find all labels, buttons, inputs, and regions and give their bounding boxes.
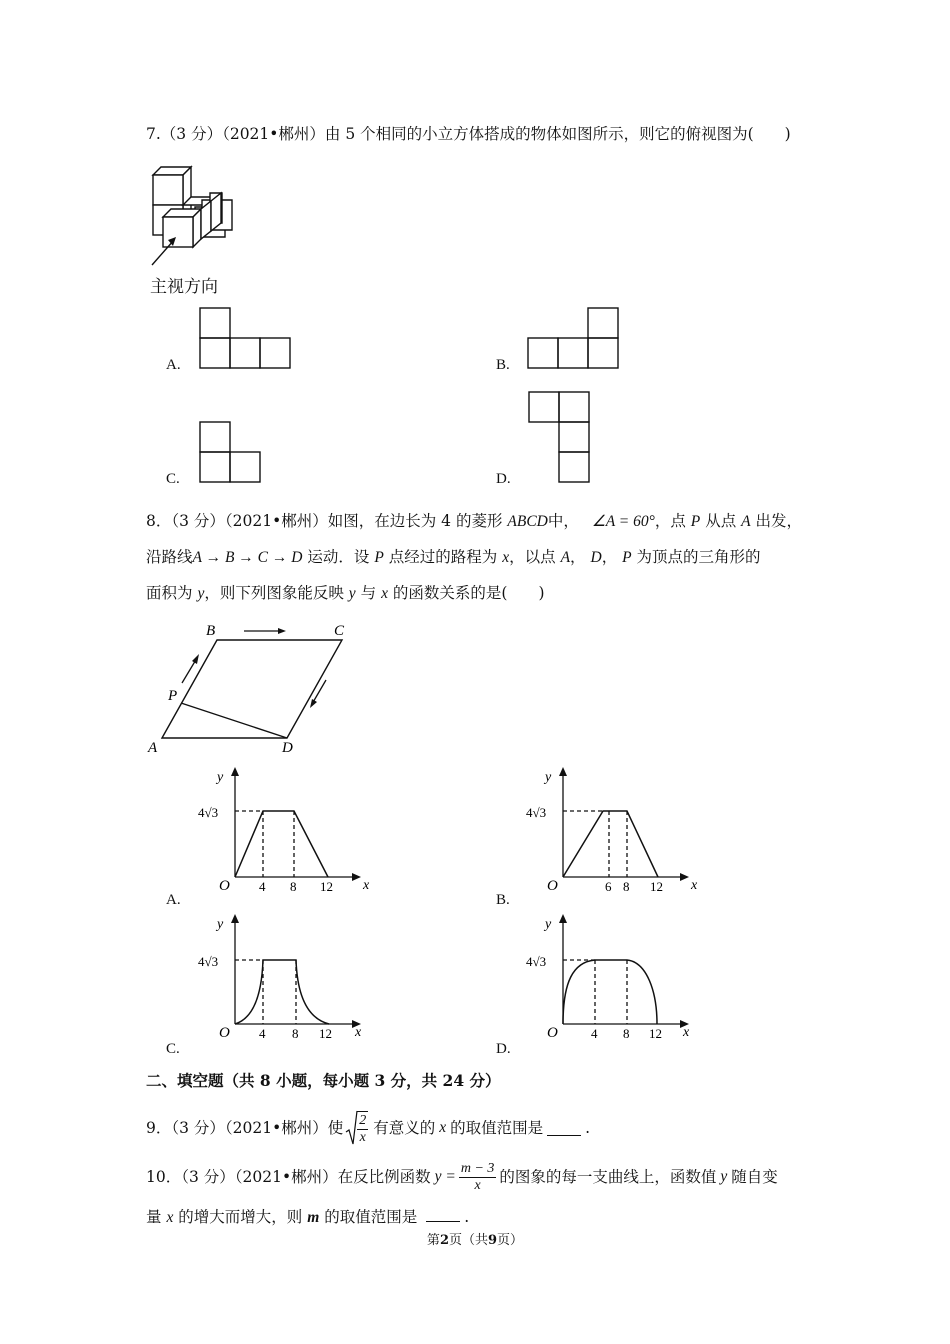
page-footer: 第2页（共9页） xyxy=(426,1233,524,1248)
svg-text:O: O xyxy=(219,1025,230,1041)
q8-option-d-label: D. xyxy=(496,1041,511,1057)
q9-line: 9．（3 分）（2021•郴州）使 $\frac{2}{x}$ 有意义的 x 的取值范围是 . xyxy=(146,1110,590,1146)
q8-line1: 8．（3 分）（2021•郴州）如图，在边长为 4 的菱形 ABCD中， ∠A = 60°，点 P 从点 A 出发， xyxy=(146,512,803,530)
svg-text:O: O xyxy=(219,878,230,894)
q7-option-a-label: A. xyxy=(166,357,181,373)
svg-text:12: 12 xyxy=(649,1026,662,1041)
sqrt-expression: $\frac{2}{x}$ xyxy=(345,1110,371,1146)
svg-text:x: x xyxy=(683,1025,690,1040)
rhombus-label-b: B xyxy=(206,623,216,639)
q8-graph-a xyxy=(195,765,375,895)
svg-text:y: y xyxy=(545,917,552,932)
svg-text:12: 12 xyxy=(319,1026,332,1041)
svg-text:12: 12 xyxy=(320,879,333,894)
q8-graph-c xyxy=(195,912,375,1042)
svg-text:x: x xyxy=(355,1025,362,1040)
q8-option-b-label: B. xyxy=(496,892,510,908)
q8-graph-b xyxy=(523,765,703,895)
svg-text:y: y xyxy=(217,917,224,932)
svg-text:8: 8 xyxy=(623,879,630,894)
q8-line3: 面积为 y，则下列图象能反映 y 与 x 的函数关系的是( ) xyxy=(146,584,545,602)
rhombus-label-p: P xyxy=(168,688,178,704)
svg-text:8: 8 xyxy=(623,1026,630,1041)
svg-text:O: O xyxy=(547,878,558,894)
q7-option-b-label: B. xyxy=(496,357,510,373)
svg-text:4: 4 xyxy=(591,1026,598,1041)
svg-text:4√3: 4√3 xyxy=(198,805,219,820)
q10-line1: 10．（3 分）（2021•郴州）在反比例函数 y = $\frac{m - 3}{x}$ 的图象的每一支曲线上，函数值 y 随自变 xyxy=(146,1160,778,1193)
svg-text:y: y xyxy=(217,770,224,785)
svg-text:12: 12 xyxy=(650,879,663,894)
q8-option-c-label: C. xyxy=(166,1041,180,1057)
svg-text:4: 4 xyxy=(259,1026,266,1041)
svg-text:8: 8 xyxy=(292,1026,299,1041)
q9-answer-blank[interactable] xyxy=(547,1121,581,1136)
q7-option-d-label: D. xyxy=(496,471,511,487)
svg-text:O: O xyxy=(547,1025,558,1041)
q7-cube-figure xyxy=(140,160,240,270)
q7-option-c-label: C. xyxy=(166,471,180,487)
q8-graph-d xyxy=(523,912,703,1042)
q7-option-a-figure xyxy=(199,307,291,369)
svg-text:4√3: 4√3 xyxy=(526,805,547,820)
svg-text:x: x xyxy=(363,878,370,893)
q8-option-a-label: A. xyxy=(166,892,181,908)
svg-text:6: 6 xyxy=(605,879,612,894)
svg-text:4√3: 4√3 xyxy=(198,954,219,969)
q7-figure-caption: 主视方向 xyxy=(150,277,218,297)
q8-line2: 沿路线A → B → C → D 运动．设 P 点经过的路程为 x，以点 A， D， P 为顶点的三角形的 xyxy=(146,548,761,566)
q10-answer-blank[interactable] xyxy=(426,1207,460,1222)
rhombus-label-a: A xyxy=(148,740,158,756)
svg-text:y: y xyxy=(545,770,552,785)
section2-title: 二、填空题（共 8 小题，每小题 3 分，共 24 分） xyxy=(146,1071,501,1090)
svg-text:8: 8 xyxy=(290,879,297,894)
rhombus-label-c: C xyxy=(334,623,345,639)
rhombus-label-d: D xyxy=(282,740,293,756)
svg-text:x: x xyxy=(691,878,698,893)
q10-line2: 量 x 的增大而增大，则 m 的取值范围是 . xyxy=(146,1208,470,1226)
q8-rhombus-figure xyxy=(140,618,370,758)
q7-option-d-figure xyxy=(528,391,590,483)
svg-text:4√3: 4√3 xyxy=(526,954,547,969)
q7-option-c-figure xyxy=(199,421,261,483)
svg-text:4: 4 xyxy=(259,879,266,894)
q7-option-b-figure xyxy=(527,307,619,369)
q7-text: 7.（3 分）（2021•郴州）由 5 个相同的小立方体搭成的物体如图所示，则它的俯视图为( ) xyxy=(146,125,791,143)
